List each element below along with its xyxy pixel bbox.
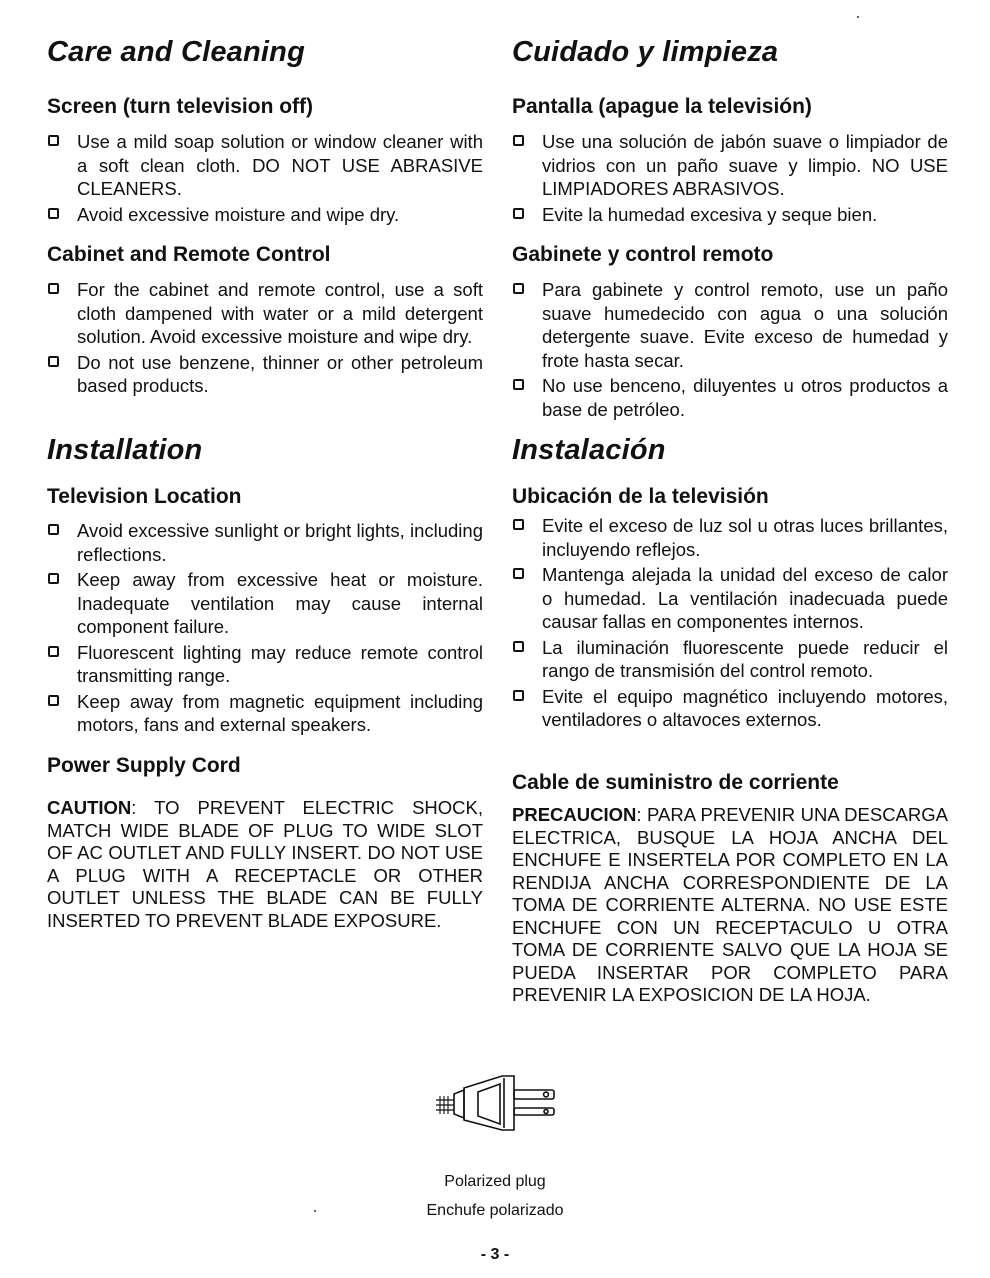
checkbox-bullet-icon: [513, 519, 524, 530]
location-subtitle: Television Location: [47, 485, 242, 508]
care-cleaning-title: Care and Cleaning: [47, 36, 306, 68]
checkbox-bullet-icon: [513, 690, 524, 701]
caption-spanish: Enchufe polarizado: [426, 1202, 564, 1219]
list-item: No use benceno, diluyentes u otros productos a base de petróleo.: [512, 374, 948, 421]
checkbox-bullet-icon: [513, 568, 524, 579]
cable-subtitle: Cable de suministro de corriente: [512, 771, 839, 794]
list-item: Avoid excessive sunlight or bright lights, including reflections.: [47, 519, 483, 566]
screen-subtitle: Screen (turn television off): [47, 95, 314, 118]
list-item: Evite el exceso de luz sol u otras luces brillantes, incluyendo reflejos.: [512, 514, 948, 561]
caption-english: Polarized plug: [444, 1173, 546, 1190]
precaucion-paragraph: PRECAUCION: PARA PREVENIR UNA DESCARGA ELECTRICA, BUSQUE LA HOJA ANCHA DEL ENCHUFE E INSERTELA POR COMPLETO EN LA RENDIJA ANCHA CORRESPONDIENTE DE LA TOMA DE CORRIENTE ALTERNA. NO USE ESTE ENCHUFE CON UN RECEPTACULO U OTRA TOMA DE CORRIENTE SALVO QUE LA HOJA SE PUEDA INSERTAR POR COMPLETO PARA PREVENIR LA EXPOSICION DE LA HOJA.: [512, 804, 948, 1005]
cabinet-list: [47, 278, 483, 400]
list-item: Evite el equipo magnético incluyendo motores, ventiladores o altavoces externos.: [512, 685, 948, 732]
checkbox-bullet-icon: [513, 208, 524, 219]
list-item: For the cabinet and remote control, use a soft cloth dampened with water or a mild detergent solution. Avoid excessive moisture and wipe dry.: [47, 278, 483, 349]
checkbox-bullet-icon: [48, 524, 59, 535]
precaucion-label: PRECAUCION: [512, 804, 637, 825]
list-item: Avoid excessive moisture and wipe dry.: [47, 203, 483, 227]
list-item: Fluorescent lighting may reduce remote control transmitting range.: [47, 641, 483, 688]
checkbox-bullet-icon: [48, 208, 59, 219]
gabinete-list: [512, 278, 948, 423]
checkbox-bullet-icon: [48, 646, 59, 657]
checkbox-bullet-icon: [513, 379, 524, 390]
list-item: Use a mild soap solution or window cleaner with a soft clean cloth. DO NOT USE ABRASIVE CLEANERS.: [47, 130, 483, 201]
instalacion-title: Instalación: [512, 434, 666, 466]
polarized-plug-icon: [434, 1072, 560, 1134]
checkbox-bullet-icon: [48, 283, 59, 294]
caution-paragraph: CAUTION: TO PREVENT ELECTRIC SHOCK, MATCH WIDE BLADE OF PLUG TO WIDE SLOT OF AC OUTLET AND FULLY INSERT. DO NOT USE A PLUG WITH A RECEPTACLE OR OTHER OUTLET UNLESS THE BLADE CAN BE FULLY INSERTED TO PREVENT BLADE EXPOSURE.: [47, 797, 483, 931]
checkbox-bullet-icon: [48, 695, 59, 706]
caution-label: CAUTION: [47, 797, 132, 818]
checkbox-bullet-icon: [513, 135, 524, 146]
checkbox-bullet-icon: [48, 573, 59, 584]
list-item: Keep away from magnetic equipment including motors, fans and external speakers.: [47, 690, 483, 737]
cabinet-subtitle: Cabinet and Remote Control: [47, 243, 331, 266]
power-cord-subtitle: Power Supply Cord: [47, 754, 241, 777]
list-item: Use una solución de jabón suave o limpiador de vidrios con un paño suave y limpio. NO USE LIMPIADORES ABRASIVOS.: [512, 130, 948, 201]
gabinete-subtitle: Gabinete y control remoto: [512, 243, 774, 266]
installation-title: Installation: [47, 434, 203, 466]
screen-list: [47, 130, 483, 228]
speck-mark: [314, 1210, 316, 1212]
ubicacion-subtitle: Ubicación de la televisión: [512, 485, 769, 508]
location-list: [47, 519, 483, 739]
list-item: Evite la humedad excesiva y seque bien.: [512, 203, 948, 227]
list-item: La iluminación fluorescente puede reducir el rango de transmisión del control remoto.: [512, 636, 948, 683]
checkbox-bullet-icon: [48, 356, 59, 367]
list-item: Keep away from excessive heat or moisture. Inadequate ventilation may cause internal component failure.: [47, 568, 483, 639]
list-item: Para gabinete y control remoto, use un paño suave humedecido con agua o una solución detergente suave. Evite exceso de humedad y frote hasta secar.: [512, 278, 948, 372]
checkbox-bullet-icon: [513, 283, 524, 294]
list-item: Mantenga alejada la unidad del exceso de calor o humedad. La ventilación inadecuada puede causar fallas en componentes internos.: [512, 563, 948, 634]
cuidado-limpieza-title: Cuidado y limpieza: [512, 36, 779, 68]
list-item: Do not use benzene, thinner or other petroleum based products.: [47, 351, 483, 398]
page-number: - 3 -: [480, 1246, 510, 1263]
ubicacion-list: [512, 514, 948, 734]
checkbox-bullet-icon: [48, 135, 59, 146]
speck-mark: [857, 16, 859, 18]
pantalla-list: [512, 130, 948, 228]
checkbox-bullet-icon: [513, 641, 524, 652]
pantalla-subtitle: Pantalla (apague la televisión): [512, 95, 812, 118]
